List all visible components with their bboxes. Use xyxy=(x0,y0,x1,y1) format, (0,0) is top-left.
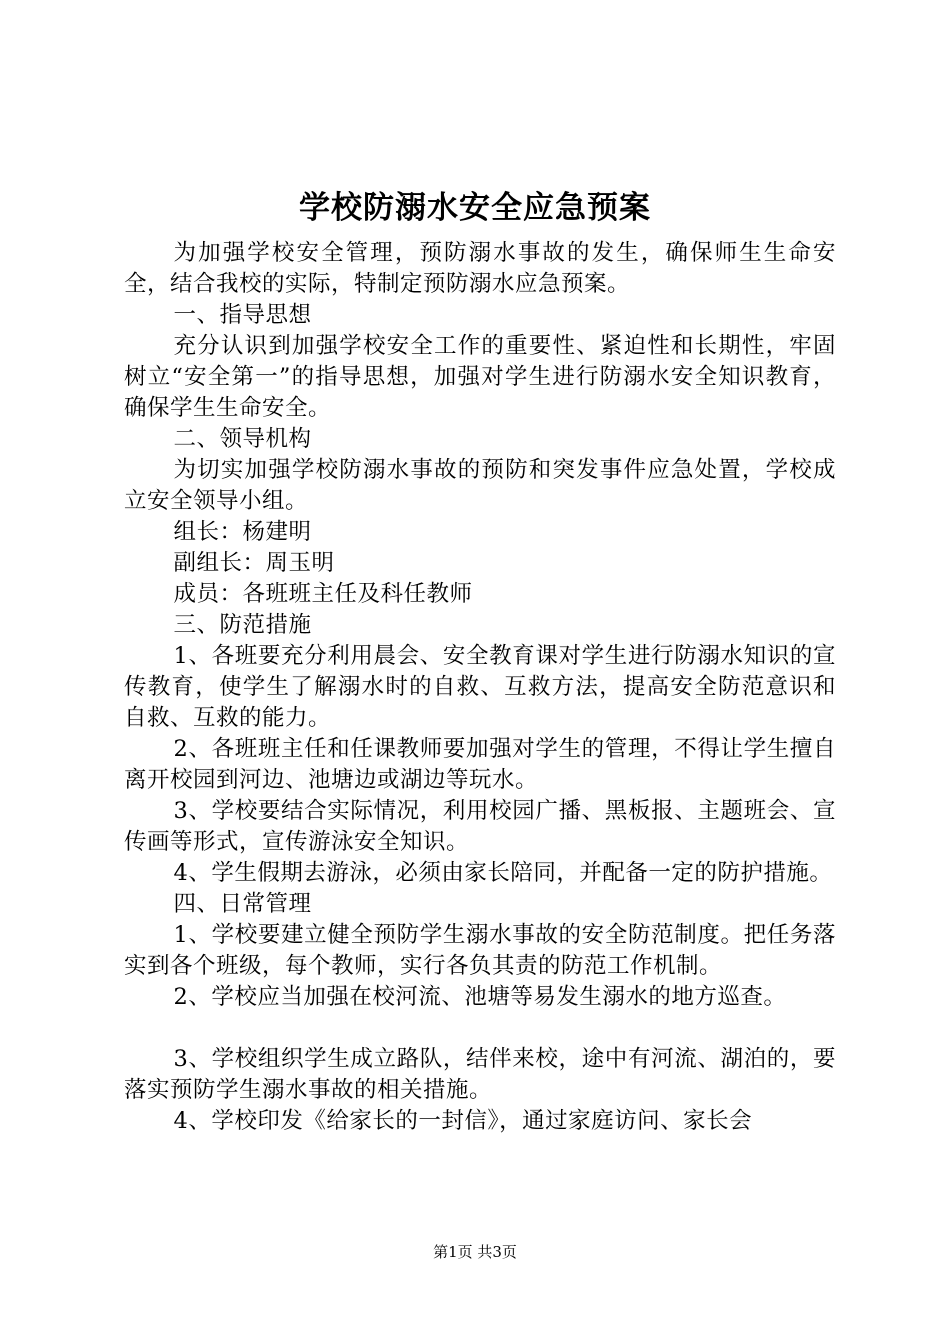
section-heading-guiding-ideology: 一、指导思想 xyxy=(173,302,312,328)
blank-line xyxy=(124,1013,836,1044)
document-body xyxy=(124,238,836,1137)
management-item-2: 2、学校应当加强在校河流、池塘等易发生溺水的地方巡查。 xyxy=(173,984,787,1010)
section-heading-leadership: 二、领导机构 xyxy=(173,426,312,452)
document-title: 学校防溺水安全应急预案 xyxy=(299,190,651,226)
measure-item-3: 3、学校要结合实际情况，利用校园广播、黑板报、主题班会、宣传画等形式，宣传游泳安全知识。 xyxy=(124,798,836,855)
members-line: 成员：各班班主任及科任教师 xyxy=(173,581,473,607)
guiding-ideology-paragraph: 充分认识到加强学校安全工作的重要性、紧迫性和长期性，牢固树立“安全第一”的指导思想，加强对学生进行防溺水安全知识教育，确保学生生命安全。 xyxy=(124,333,836,421)
intro-paragraph: 为加强学校安全管理，预防溺水事故的发生，确保师生生命安全，结合我校的实际，特制定预防溺水应急预案。 xyxy=(124,240,836,297)
measure-item-1: 1、各班要充分利用晨会、安全教育课对学生进行防溺水知识的宣传教育，使学生了解溺水时的自救、互救方法，提高安全防范意识和自救、互救的能力。 xyxy=(124,643,836,731)
page-footer: 第1页 共3页 xyxy=(433,1243,517,1261)
measure-item-2: 2、各班班主任和任课教师要加强对学生的管理，不得让学生擅自离开校园到河边、池塘边或湖边等玩水。 xyxy=(124,736,836,793)
measure-item-4: 4、学生假期去游泳，必须由家长陪同，并配备一定的防护措施。 xyxy=(173,860,833,886)
section-heading-daily-management: 四、日常管理 xyxy=(173,891,312,917)
management-item-3: 3、学校组织学生成立路队，结伴来校，途中有河流、湖泊的，要落实预防学生溺水事故的相关措施。 xyxy=(124,1046,836,1103)
management-item-1: 1、学校要建立健全预防学生溺水事故的安全防范制度。把任务落实到各个班级，每个教师，实行各负其责的防范工作机制。 xyxy=(124,922,836,979)
leader-line: 组长：杨建明 xyxy=(173,519,312,545)
management-item-4: 4、学校印发《给家长的一封信》，通过家庭访问、家长会 xyxy=(173,1108,753,1134)
deputy-leader-line: 副组长：周玉明 xyxy=(173,550,335,576)
section-heading-preventive-measures: 三、防范措施 xyxy=(173,612,312,638)
leadership-paragraph: 为切实加强学校防溺水事故的预防和突发事件应急处置，学校成立安全领导小组。 xyxy=(124,457,836,514)
